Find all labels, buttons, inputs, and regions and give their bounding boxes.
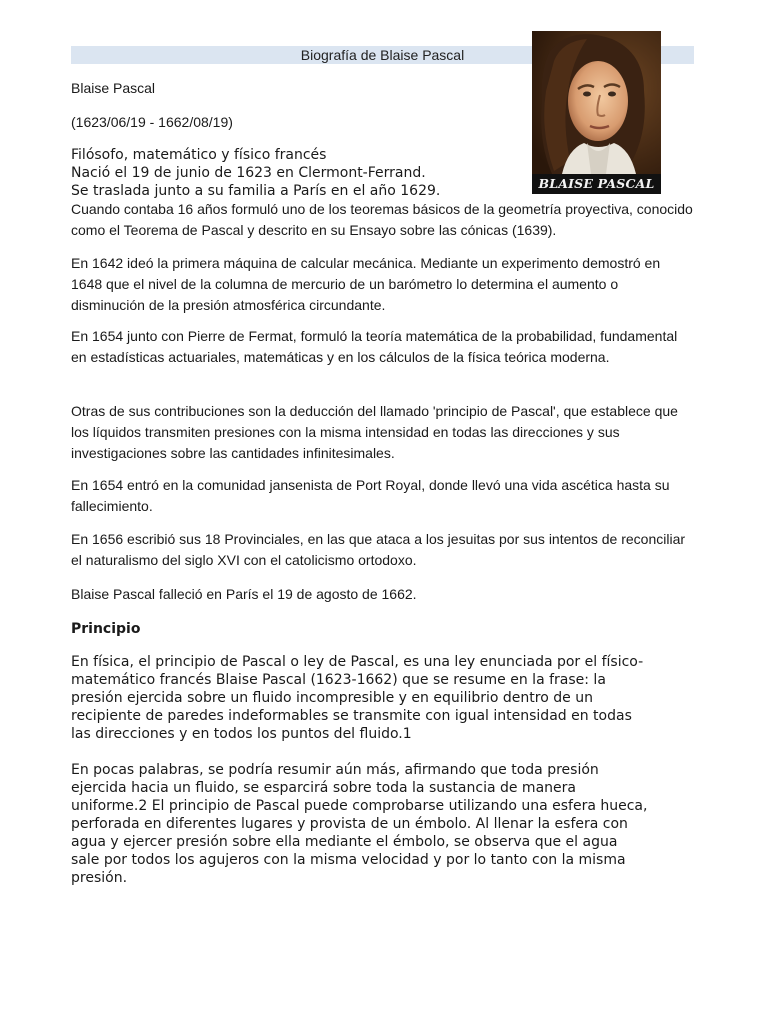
paragraph: Otras de sus contribuciones son la deducción del llamado 'principio de Pascal', que establece que los líquidos transmiten presiones con la misma intensidad en todas las direcciones y sus investigaciones sobre las cantidades infinitesimales.	[71, 403, 678, 461]
intro-line: Nació el 19 de junio de 1623 en Clermont-Ferrand.	[71, 165, 426, 181]
principle-line: presión.	[71, 870, 128, 886]
life-dates: (1623/06/19 - 1662/08/19)	[71, 114, 233, 130]
intro-line: Filósofo, matemático y físico francés	[71, 147, 327, 163]
paragraph: En 1654 junto con Pierre de Fermat, formuló la teoría matemática de la probabilidad, fundamental en estadísticas actuariales, matemáticas y en los cálculos de la física teórica moderna.	[71, 328, 678, 365]
paragraph: Blaise Pascal falleció en París el 19 de agosto de 1662.	[71, 586, 417, 602]
principle-line: matemático francés Blaise Pascal (1623-1662) que se resume en la frase: la	[71, 672, 606, 688]
portrait-caption: BLAISE PASCAL	[532, 174, 661, 194]
paragraph: En 1642 ideó la primera máquina de calcular mecánica. Mediante un experimento demostró en 1648 que el nivel de la columna de mercurio de un barómetro lo determina el aumento o disminución de la presión atmosférica circundante.	[71, 255, 661, 313]
principle-line: perforada en diferentes lugares y provista de un émbolo. Al llenar la esfera con	[71, 816, 628, 832]
principle-line: ejercida hacia un fluido, se esparcirá sobre toda la sustancia de manera	[71, 780, 576, 796]
intro-block	[71, 146, 521, 200]
principle-line: sale por todos los agujeros con la misma velocidad y por lo tanto con la misma	[71, 852, 626, 868]
principle-line: agua y ejercer presión sobre ella mediante el émbolo, se observa que el agua	[71, 834, 618, 850]
principle-line: En pocas palabras, se podría resumir aún más, afirmando que toda presión	[71, 762, 599, 778]
principle-line: presión ejercida sobre un fluido incompresible y en equilibrio dentro de un	[71, 690, 593, 706]
principle-line: uniforme.2 El principio de Pascal puede comprobarse utilizando una esfera hueca,	[71, 798, 648, 814]
paragraph: En 1656 escribió sus 18 Provinciales, en las que ataca a los jesuitas por sus intentos de reconciliar el naturalismo del siglo XVI con el catolicismo ortodoxo.	[71, 531, 686, 568]
person-name: Blaise Pascal	[71, 80, 156, 96]
paragraph: Cuando contaba 16 años formuló uno de los teoremas básicos de la geometría proyectiva, conocido como el Teorema de Pascal y descrito en su Ensayo sobre las cónicas (1639).	[71, 201, 693, 238]
page-title: Biografía de Blaise Pascal	[300, 47, 465, 63]
principle-line: recipiente de paredes indeformables se transmite con igual intensidad en todas	[71, 708, 632, 724]
principle-line: las direcciones y en todos los puntos del fluido.1	[71, 726, 412, 742]
principle-line: En física, el principio de Pascal o ley de Pascal, es una ley enunciada por el físico-	[71, 654, 644, 670]
section-heading: Principio	[71, 621, 141, 637]
principle-paragraph-2	[71, 761, 693, 887]
intro-line: Se traslada junto a su familia a París en el año 1629.	[71, 183, 441, 199]
portrait-illustration	[532, 31, 661, 174]
principle-paragraph-1	[71, 653, 693, 743]
paragraph: En 1654 entró en la comunidad jansenista de Port Royal, donde llevó una vida ascética hasta su fallecimiento.	[71, 477, 670, 514]
